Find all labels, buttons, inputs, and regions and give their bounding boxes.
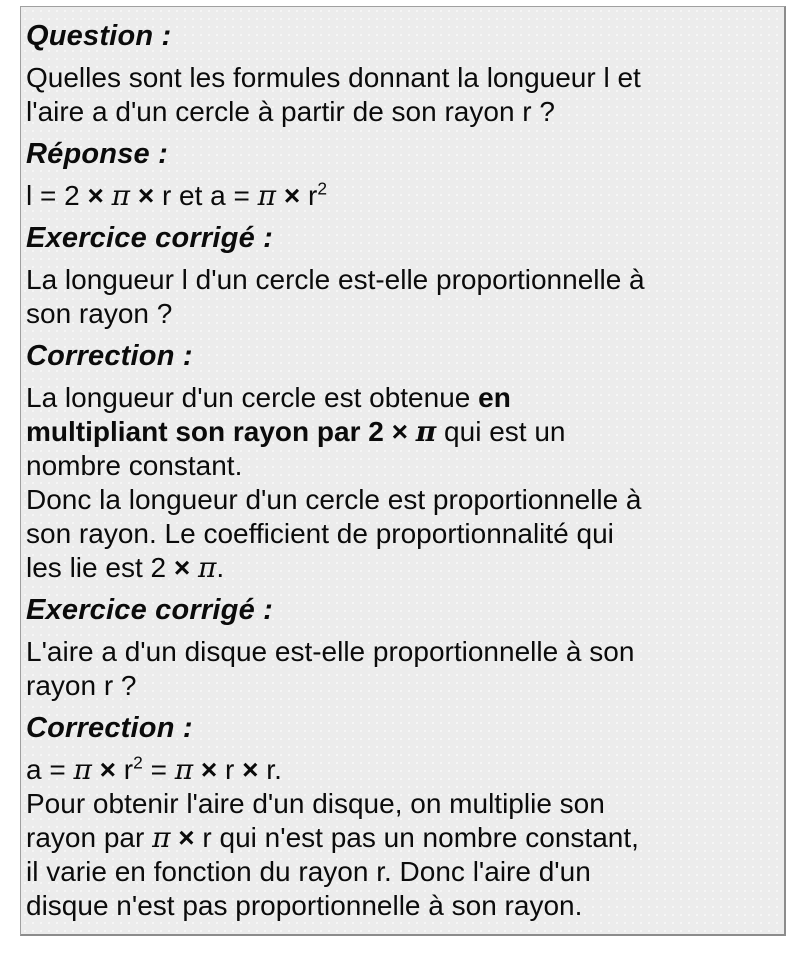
- pi-symbol: π: [73, 753, 92, 786]
- text-line: [26, 821, 776, 855]
- text-line: [26, 635, 776, 669]
- text-segment: il varie en fonction du rayon r. Donc l'aire d'un: [26, 856, 591, 887]
- multiplication-sign: ×: [391, 416, 408, 447]
- section-heading: Réponse :: [26, 138, 168, 170]
- text-segment: [408, 416, 416, 447]
- multiplication-sign: ×: [178, 822, 195, 853]
- multiplication-sign: ×: [242, 754, 259, 785]
- text-line: [26, 415, 776, 449]
- text-segment: [130, 180, 138, 211]
- section-heading: Correction :: [26, 340, 193, 372]
- text-segment: r: [217, 754, 243, 785]
- text-segment: l'aire a d'un cercle à partir de son rayon r ?: [26, 96, 555, 127]
- paragraph: [26, 381, 776, 585]
- text-segment: son rayon ?: [26, 298, 173, 329]
- pi-symbol: π: [174, 753, 194, 786]
- paragraph: [26, 61, 776, 129]
- text-segment: [190, 552, 198, 583]
- text-segment: .: [216, 552, 225, 583]
- multiplication-sign: ×: [137, 180, 155, 211]
- text-segment: nombre constant.: [26, 450, 243, 481]
- text-line: [26, 787, 776, 821]
- multiplication-sign: ×: [200, 754, 218, 785]
- text-line: [26, 483, 776, 517]
- section-heading: Question :: [26, 20, 172, 52]
- text-segment: rayon par: [26, 822, 153, 853]
- section-heading: Exercice corrigé :: [26, 594, 274, 626]
- superscript-exponent: 2: [133, 752, 143, 773]
- section-heading: Correction :: [26, 712, 193, 744]
- text-line: [26, 753, 776, 787]
- text-segment: qui est un: [436, 416, 566, 447]
- text-line: [26, 95, 776, 129]
- text-line: [26, 855, 776, 889]
- text-segment: [92, 754, 100, 785]
- section-heading: Exercice corrigé :: [26, 222, 274, 254]
- superscript-exponent: 2: [317, 178, 327, 199]
- multiplication-sign: ×: [173, 552, 191, 583]
- text-segment: l = 2: [26, 180, 88, 211]
- text-line: [26, 297, 776, 331]
- text-segment: [276, 180, 284, 211]
- text-segment: a =: [26, 754, 74, 785]
- pi-symbol: π: [198, 551, 217, 584]
- text-line: [26, 889, 776, 923]
- text-segment: [104, 180, 112, 211]
- text-segment: son rayon. Le coefficient de proportionnalité qui: [26, 518, 614, 549]
- multiplication-sign: ×: [99, 754, 117, 785]
- document-content: [26, 18, 776, 923]
- text-line: [26, 669, 776, 703]
- document-card: [20, 6, 786, 936]
- text-segment: [193, 754, 201, 785]
- pi-symbol: π: [152, 821, 171, 854]
- paragraph: [26, 179, 776, 213]
- text-segment: r: [116, 754, 134, 785]
- text-segment: =: [142, 754, 175, 785]
- paragraph: [26, 753, 776, 923]
- text-line: [26, 179, 776, 213]
- multiplication-sign: ×: [87, 180, 104, 211]
- text-segment: L'aire a d'un disque est-elle proportionnelle à son: [26, 636, 635, 667]
- text-segment: r et a =: [154, 180, 258, 211]
- text-segment: r qui n'est pas un nombre constant,: [194, 822, 639, 853]
- multiplication-sign: ×: [283, 180, 301, 211]
- text-segment: r.: [258, 754, 282, 785]
- pi-symbol: π: [257, 179, 277, 212]
- text-segment: multipliant son rayon par 2: [26, 416, 392, 447]
- text-segment: Donc la longueur d'un cercle est proportionnelle à: [26, 484, 642, 515]
- text-line: [26, 517, 776, 551]
- text-segment: rayon r ?: [26, 670, 137, 701]
- text-line: [26, 449, 776, 483]
- text-segment: en: [478, 382, 511, 413]
- paragraph: [26, 635, 776, 703]
- text-segment: La longueur d'un cercle est obtenue: [26, 382, 479, 413]
- text-segment: Quelles sont les formules donnant la longueur l et: [26, 62, 641, 93]
- text-line: [26, 381, 776, 415]
- text-segment: disque n'est pas proportionnelle à son rayon.: [26, 890, 583, 921]
- pi-symbol: π: [415, 415, 437, 448]
- paragraph: [26, 263, 776, 331]
- text-segment: r: [300, 180, 318, 211]
- text-segment: Pour obtenir l'aire d'un disque, on multiplie son: [26, 788, 605, 819]
- text-line: [26, 61, 776, 95]
- text-line: [26, 551, 776, 585]
- pi-symbol: π: [111, 179, 131, 212]
- text-segment: La longueur l d'un cercle est-elle proportionnelle à: [26, 264, 645, 295]
- text-segment: les lie est 2: [26, 552, 174, 583]
- text-line: [26, 263, 776, 297]
